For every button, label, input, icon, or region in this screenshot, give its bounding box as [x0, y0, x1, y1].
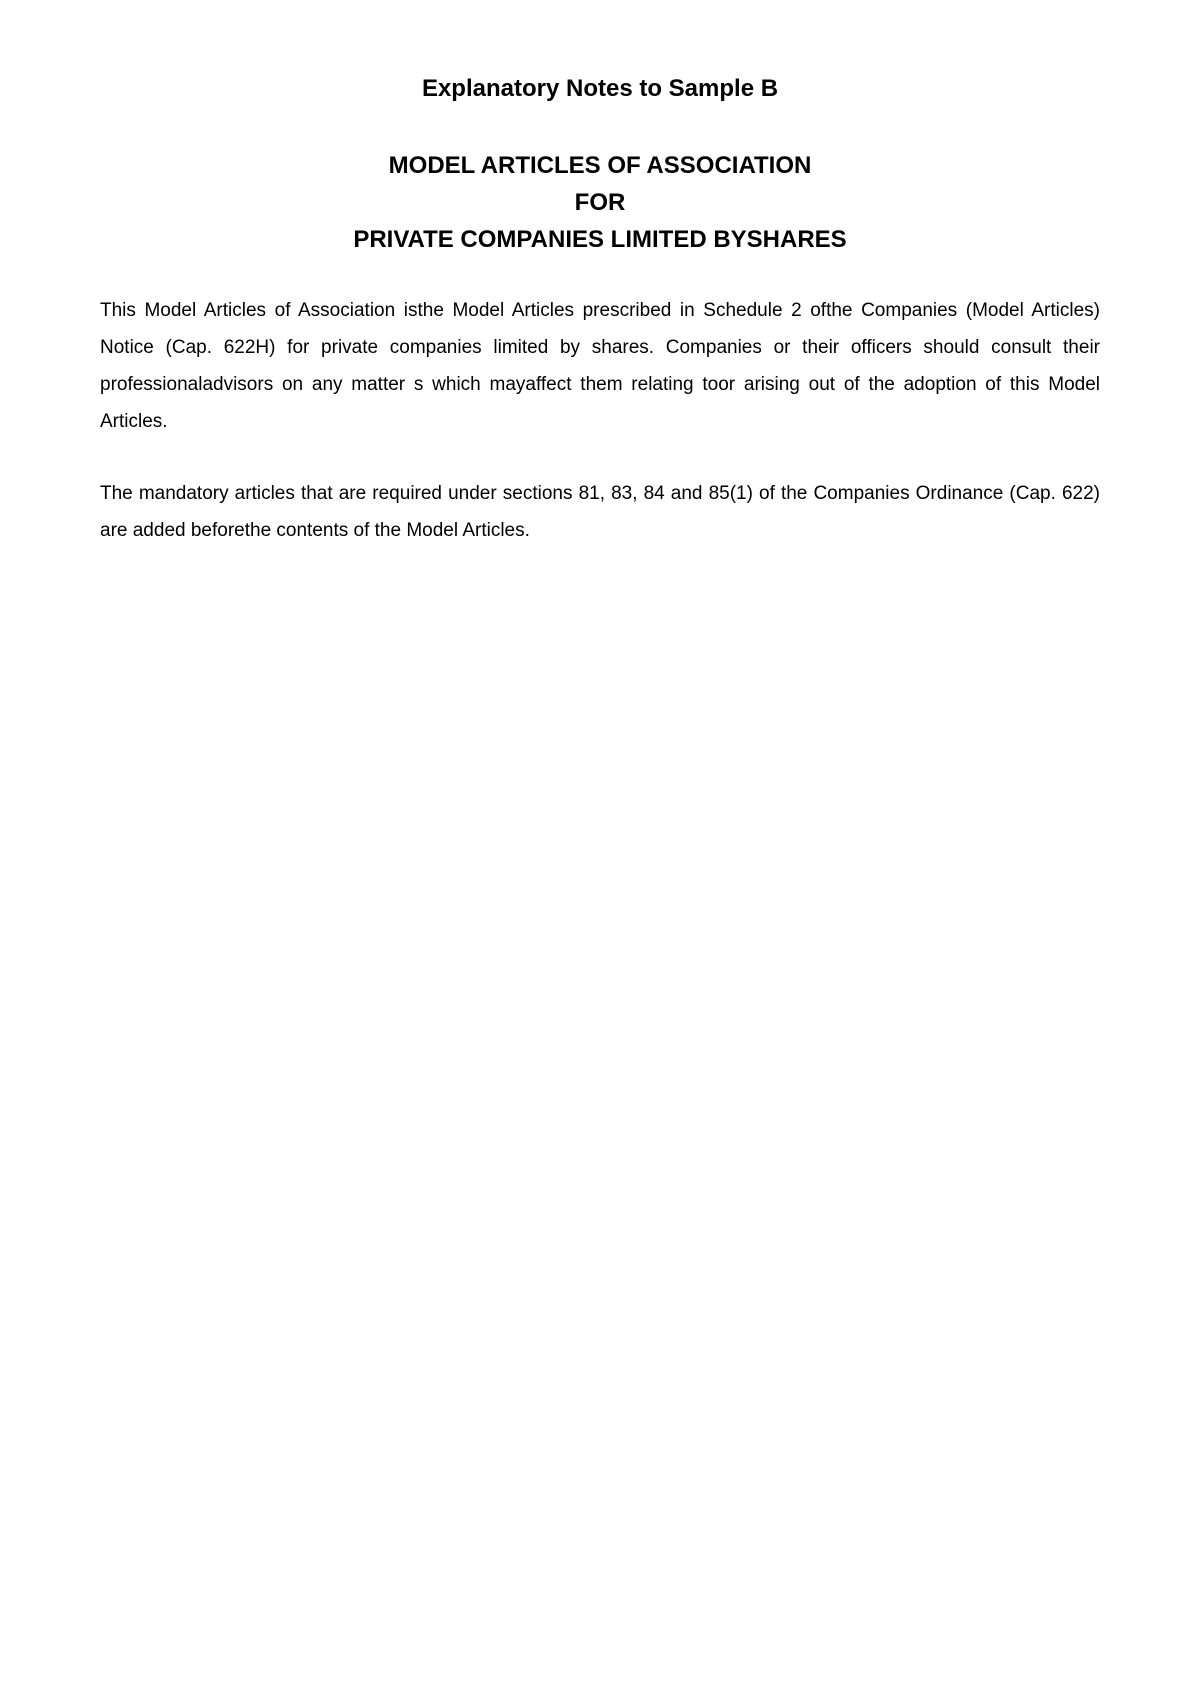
heading-line-2: FOR	[574, 189, 626, 216]
heading-line-1: MODEL ARTICLES OF ASSOCIATION	[388, 152, 812, 179]
paragraph-mandatory-articles: The mandatory articles that are required under sections 81, 83, 84 and 85(1) of the Companies Ordinance (Cap. 622) are added beforethe contents of the Model Articles.	[100, 483, 1100, 541]
paragraph-model-articles: This Model Articles of Association isthe Model Articles prescribed in Schedule 2 ofthe Companies (Model Articles) Notice (Cap. 622H) for private companies limited by shares. Companies or their officers should consult their professionaladvisors on any matter s which mayaffect them relating toor arising out of the adoption of this Model Articles.	[100, 300, 1100, 432]
heading-line-3: PRIVATE COMPANIES LIMITED BYSHARES	[353, 226, 847, 253]
document-title: Explanatory Notes to Sample B	[421, 75, 779, 102]
document-heading	[0, 147, 1200, 258]
